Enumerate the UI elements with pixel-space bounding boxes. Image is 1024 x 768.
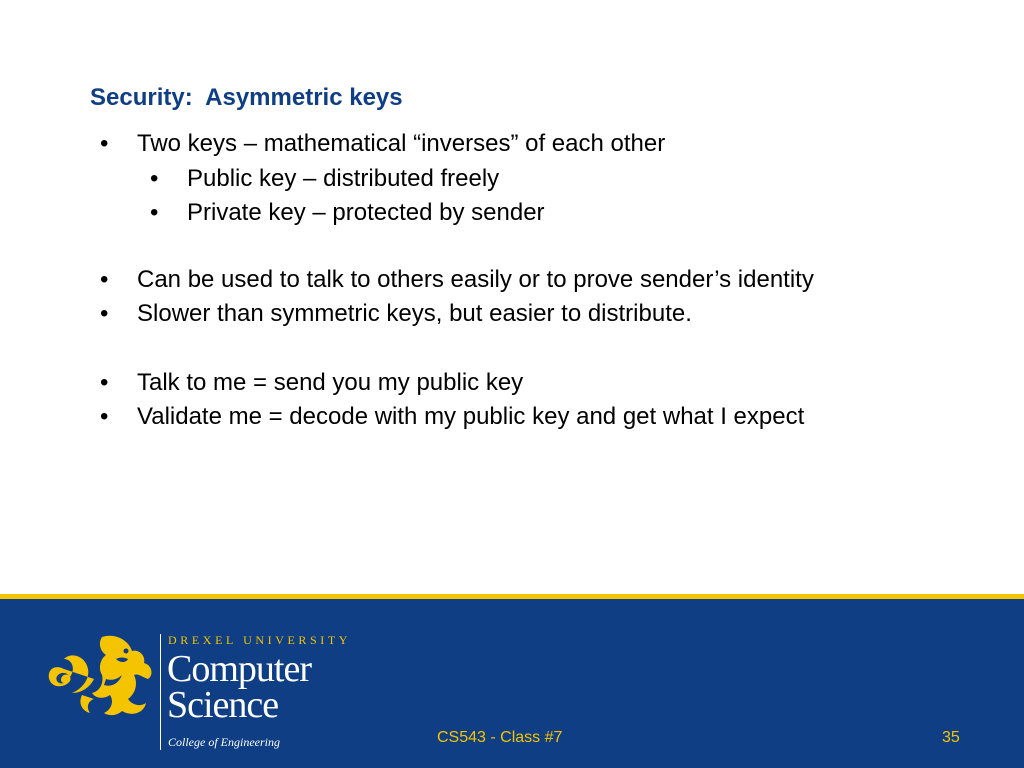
footer-bar [0, 594, 1024, 768]
page-number: 35 [942, 729, 960, 746]
bullet-icon: • [100, 369, 109, 396]
bullet-text: Slower than symmetric keys, but easier to distribute. [137, 300, 692, 327]
department-line2: Science [167, 684, 279, 726]
bullet-text: Can be used to talk to others easily or to prove sender’s identity [137, 266, 814, 293]
dragon-icon [42, 629, 158, 721]
college-name: College of Engineering [168, 735, 280, 749]
bullet-icon: • [150, 199, 159, 226]
bullet-icon: • [100, 266, 109, 293]
bullet-icon: • [100, 130, 109, 157]
bullet-text: Talk to me = send you my public key [137, 369, 524, 396]
course-label: CS543 - Class #7 [437, 729, 563, 746]
bullet-icon: • [150, 165, 159, 192]
bullet-text: Public key – distributed freely [187, 165, 500, 192]
bullet-text: Private key – protected by sender [187, 199, 545, 226]
bullet-icon: • [100, 300, 109, 327]
logo-divider [160, 634, 161, 750]
department-line1: Computer [167, 648, 311, 690]
bullet-text: Two keys – mathematical “inverses” of each other [137, 130, 666, 157]
bullet-text: Validate me = decode with my public key and get what I expect [137, 403, 805, 430]
slide-title: Security: Asymmetric keys [90, 84, 403, 111]
bullet-icon: • [100, 403, 109, 430]
university-name: DREXEL UNIVERSITY [168, 633, 352, 647]
department-name [167, 648, 311, 726]
